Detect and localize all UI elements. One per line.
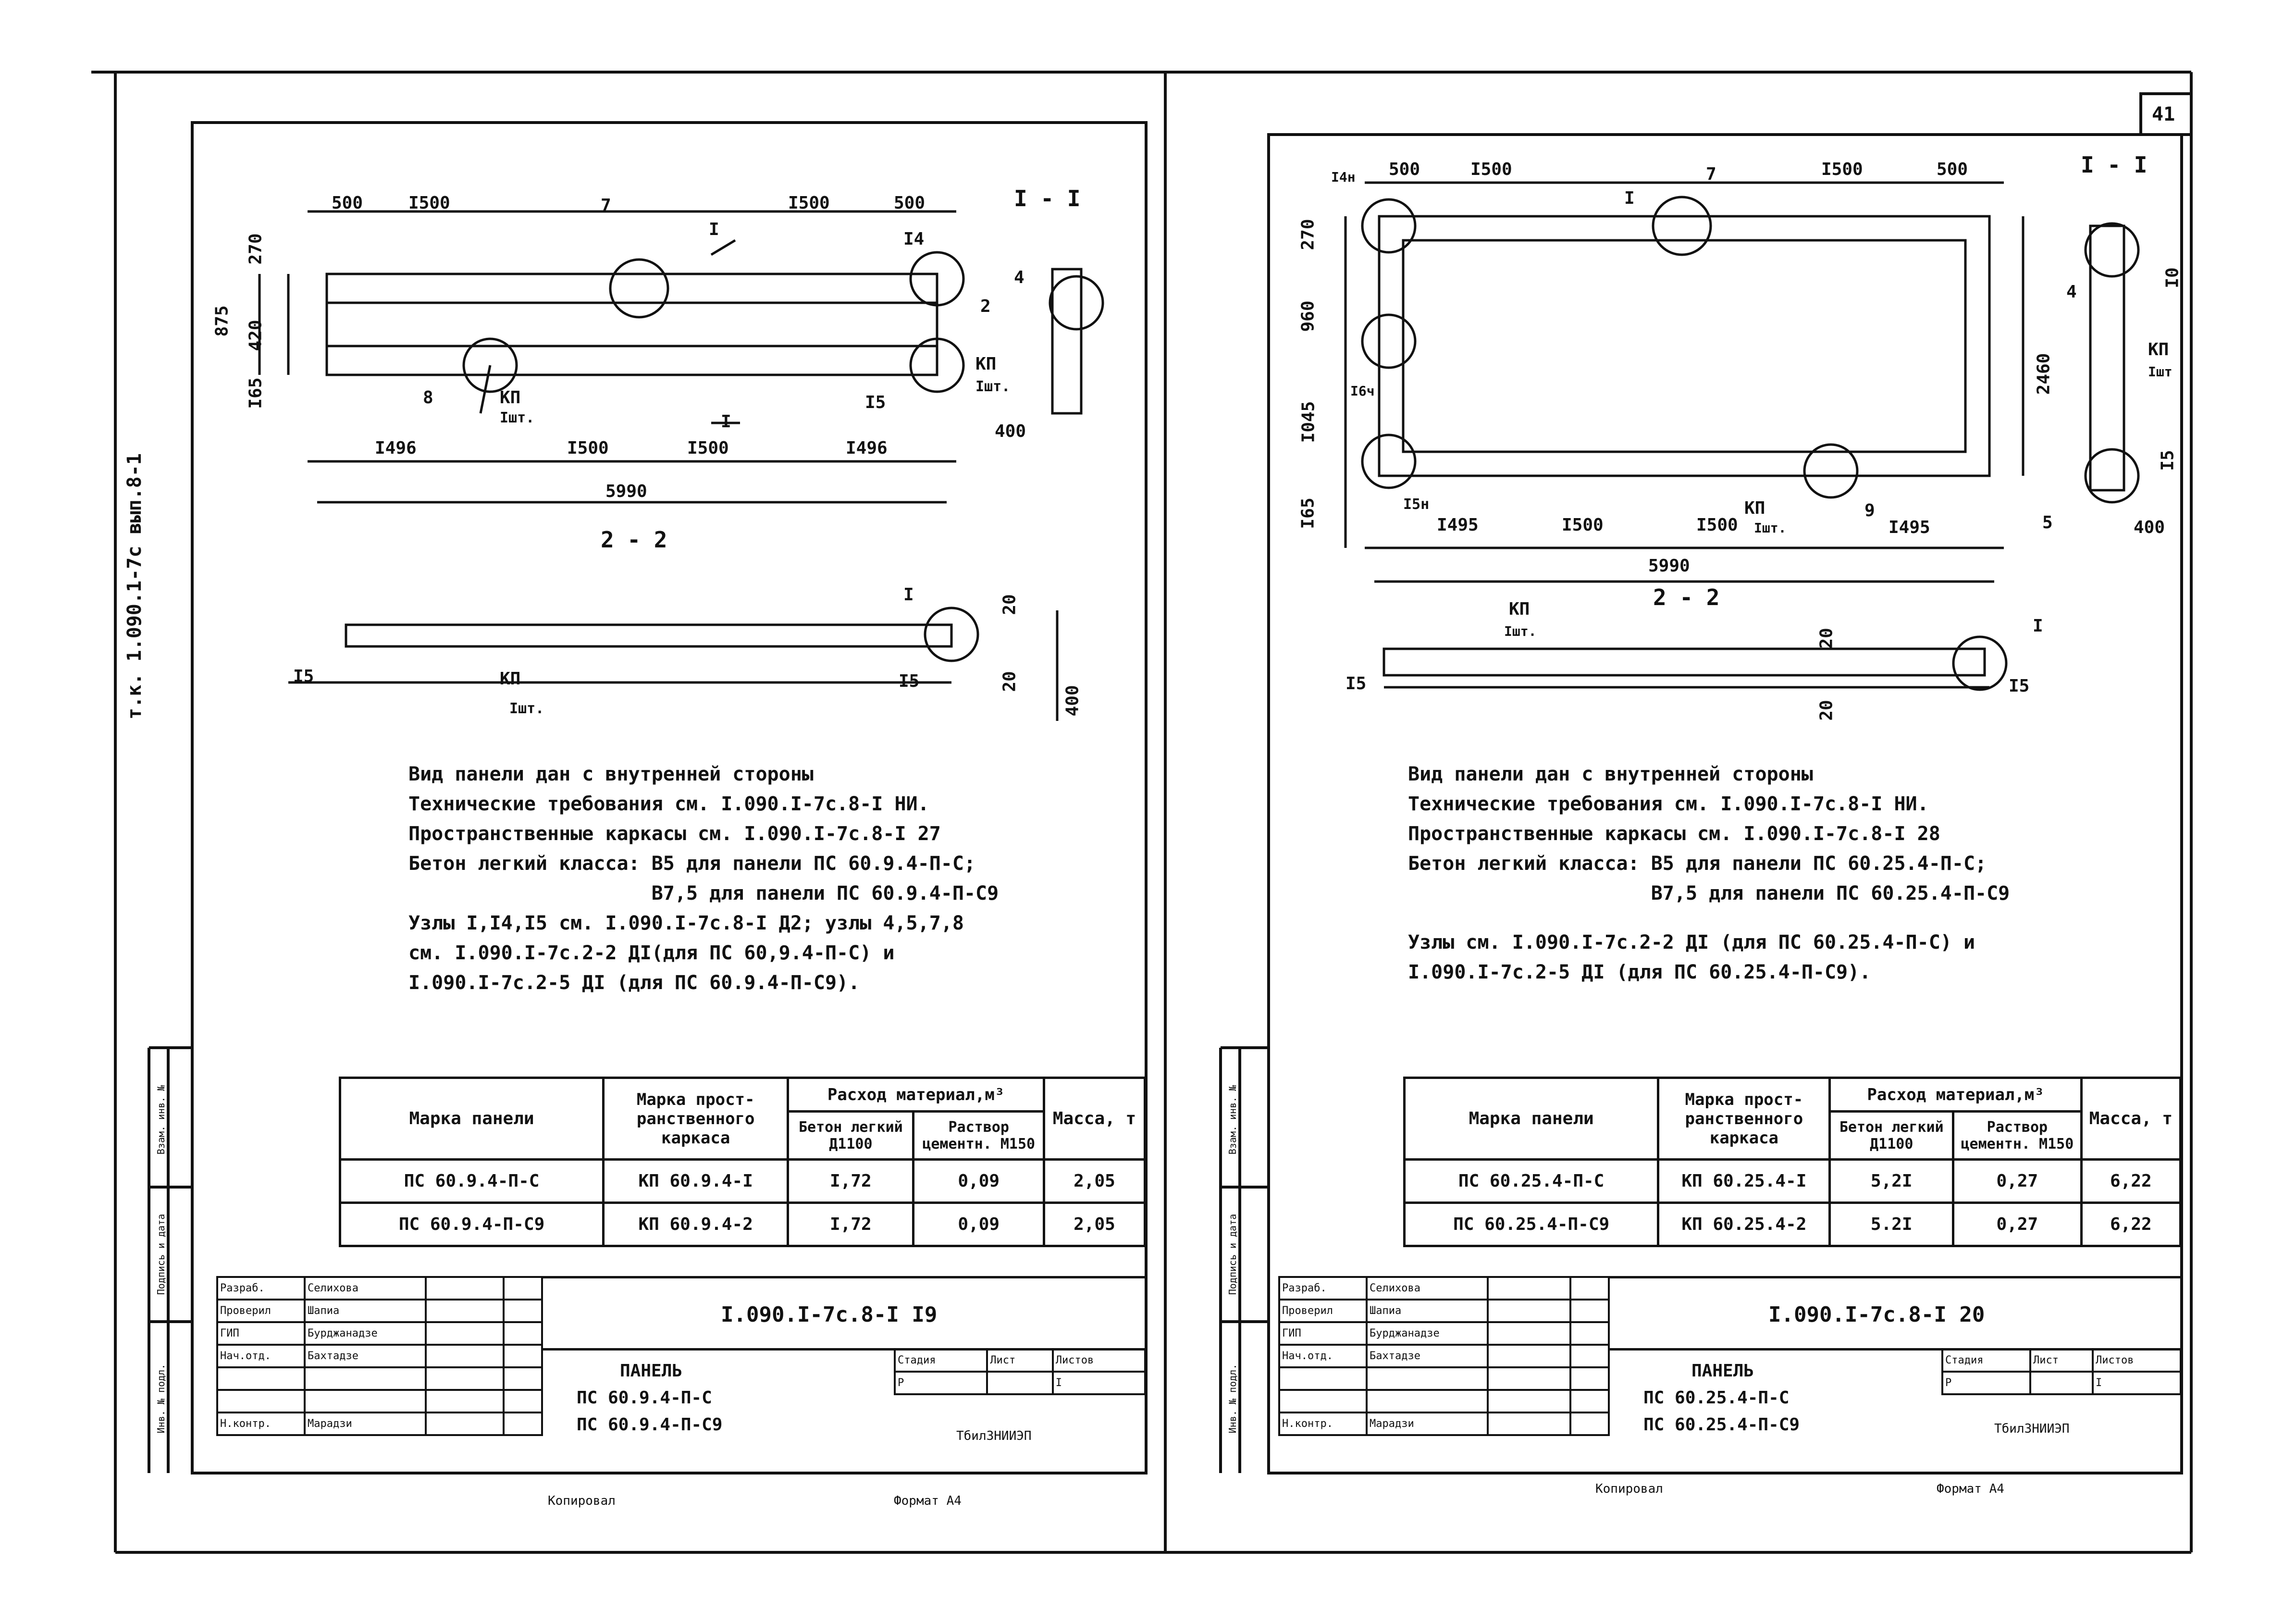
left-stamp-stage bbox=[894, 1348, 1146, 1395]
left-callout-8: 8 bbox=[423, 388, 433, 408]
right-stamp-org: ТбилЗНИИЭП bbox=[1994, 1422, 2070, 1436]
left-row1-mortar: 0,09 bbox=[913, 1160, 1044, 1203]
stamp-role: Нач.отд. bbox=[1279, 1345, 1367, 1367]
left-stamp-org: ТбилЗНИИЭП bbox=[956, 1429, 1032, 1443]
left-callout-7: 7 bbox=[601, 196, 611, 215]
right-section-1-1-label: I - I bbox=[2081, 152, 2148, 178]
left-note-line: Вид панели дан с внутренней стороны bbox=[408, 763, 814, 785]
right-dim-bot-0: I495 bbox=[1437, 515, 1479, 535]
left-stamp-signatures bbox=[216, 1276, 543, 1436]
left-sec22-left: I5 bbox=[293, 667, 314, 686]
left-th-frame: Марка прост-ранственного каркаса bbox=[604, 1078, 788, 1160]
right-height-960: 960 bbox=[1298, 300, 1318, 332]
left-note-line: Узлы I,I4,I5 см. I.090.I-7с.8-I Д2; узлы 4,5,7,8 bbox=[408, 912, 964, 934]
stamp-role: ГИП bbox=[1279, 1322, 1367, 1345]
left-callout-4: 4 bbox=[1014, 268, 1025, 287]
right-note-line: Пространственные каркасы см. I.090.I-7с.8-I 28 bbox=[1408, 823, 1940, 845]
left-height-875: 875 bbox=[212, 305, 232, 337]
right-note-line: Вид панели дан с внутренней стороны bbox=[1408, 763, 1813, 785]
stamp-stage-hdr: Стадия bbox=[1942, 1349, 2030, 1372]
stamp-sheet bbox=[2030, 1372, 2093, 1394]
left-th-mark: Марка панели bbox=[340, 1078, 604, 1160]
right-stamp-stage bbox=[1941, 1348, 2182, 1395]
left-callout-I4: I4 bbox=[903, 229, 925, 249]
left-sec22-callout: I bbox=[903, 585, 914, 605]
right-callout-I5: I5 bbox=[2158, 450, 2178, 471]
left-callout-2: 2 bbox=[980, 297, 991, 316]
left-row2-mortar: 0,09 bbox=[913, 1203, 1044, 1246]
side-label-inv-r: Инв. № подл. bbox=[1227, 1363, 1238, 1434]
right-row2-mortar: 0,27 bbox=[1953, 1203, 2082, 1246]
left-dim-top-2: I500 bbox=[788, 193, 830, 213]
stamp-name: Бурджанадзе bbox=[1367, 1322, 1488, 1345]
left-dim-bot-1: I500 bbox=[567, 438, 609, 458]
right-row2-mark: ПС 60.25.4-П-С9 bbox=[1405, 1203, 1658, 1246]
left-callout-kp: КП bbox=[500, 388, 521, 408]
right-row1-concrete: 5,2I bbox=[1830, 1160, 1953, 1203]
right-dim-bot-1: I500 bbox=[1562, 515, 1604, 535]
left-sec22-400: 400 bbox=[1062, 685, 1083, 717]
right-height-1045: I045 bbox=[1298, 401, 1319, 443]
right-th-consumption: Расход материал,м³ bbox=[1830, 1078, 2081, 1112]
right-note-line: I.090.I-7с.2-5 ДI (для ПС 60.25.4-П-С9). bbox=[1408, 961, 1871, 983]
stamp-sheets: I bbox=[2093, 1372, 2181, 1394]
left-row1-mark: ПС 60.9.4-П-С bbox=[340, 1160, 604, 1203]
left-row2-concrete: I,72 bbox=[788, 1203, 913, 1246]
stamp-role: Разраб. bbox=[217, 1277, 305, 1300]
stamp-sheet-hdr: Лист bbox=[2030, 1349, 2093, 1372]
right-note-line: Технические требования см. I.090.I-7с.8-I НИ. bbox=[1408, 793, 1929, 815]
stamp-sheet bbox=[987, 1372, 1053, 1394]
left-row2-frame: КП 60.9.4-2 bbox=[604, 1203, 788, 1246]
right-height-270: 270 bbox=[1298, 219, 1318, 250]
stamp-name: Шапиа bbox=[1367, 1300, 1488, 1322]
right-table-row bbox=[1405, 1160, 2181, 1203]
stamp-name: Бахтадзе bbox=[1367, 1345, 1488, 1367]
left-spec-table bbox=[339, 1077, 1146, 1247]
left-dim-top-0: 500 bbox=[332, 193, 363, 213]
side-label-replace-r: Взам. инв. № bbox=[1227, 1085, 1238, 1155]
left-sec22-kp-qty: Iшт. bbox=[509, 700, 544, 717]
right-sec22-kp-qty: Iшт. bbox=[1504, 623, 1537, 639]
right-spec-table bbox=[1403, 1077, 2182, 1247]
right-row1-frame: КП 60.25.4-I bbox=[1658, 1160, 1830, 1203]
right-note-line: Узлы см. I.090.I-7с.2-2 ДI (для ПС 60.25.4-П-С) и bbox=[1408, 931, 1975, 954]
right-dim-top-0: 500 bbox=[1389, 160, 1420, 179]
left-footer-copied: Копировал bbox=[548, 1494, 616, 1508]
right-th-concrete: Бетон легкий Д1100 bbox=[1830, 1112, 1953, 1160]
side-label-inv: Инв. № подл. bbox=[155, 1363, 167, 1434]
right-callout-kp-qty: Iшт. bbox=[1754, 520, 1787, 536]
stamp-name: Марадзи bbox=[1367, 1412, 1488, 1435]
right-dim-top-1: I500 bbox=[1470, 160, 1512, 179]
left-note-line: В7,5 для панели ПС 60.9.4-П-С9 bbox=[408, 882, 999, 904]
left-dim-top-3: 500 bbox=[894, 193, 926, 213]
left-note-line: Пространственные каркасы см. I.090.I-7с.8-I 27 bbox=[408, 823, 941, 845]
left-row2-mass: 2,05 bbox=[1044, 1203, 1145, 1246]
stamp-role: Н.контр. bbox=[217, 1412, 305, 1435]
left-callout-I: I bbox=[709, 220, 719, 239]
right-dim-bot-2: I500 bbox=[1696, 515, 1738, 535]
left-notes bbox=[408, 759, 999, 998]
right-callout-I: I bbox=[1624, 188, 1635, 208]
left-dim-bot-3: I496 bbox=[846, 438, 888, 458]
left-sec22-kp: КП bbox=[500, 669, 521, 689]
left-th-mortar: Раствор цементн. М150 bbox=[913, 1112, 1044, 1160]
stamp-title-line: ПАНЕЛЬ bbox=[1691, 1361, 1754, 1381]
left-callout-kp2: КП bbox=[975, 354, 997, 374]
right-sec22-20b: 20 bbox=[1816, 700, 1837, 721]
right-sec22-right: I5 bbox=[2009, 676, 2030, 696]
stamp-role: Н.контр. bbox=[1279, 1412, 1367, 1435]
stamp-name: Селихова bbox=[305, 1277, 426, 1300]
left-section-2-2-label: 2 - 2 bbox=[601, 527, 667, 553]
left-dim-total: 5990 bbox=[605, 482, 647, 501]
right-footer-copied: Копировал bbox=[1595, 1482, 1663, 1496]
left-th-mass: Масса, т bbox=[1044, 1078, 1145, 1160]
left-stamp-title bbox=[577, 1358, 722, 1438]
right-dim-bot-3: I495 bbox=[1889, 518, 1930, 537]
right-callout-kp2-qty: Iшт bbox=[2148, 364, 2173, 380]
left-table-row bbox=[340, 1203, 1145, 1246]
left-row2-mark: ПС 60.9.4-П-С9 bbox=[340, 1203, 604, 1246]
stamp-title-line: ПС 60.9.4-П-С bbox=[577, 1388, 712, 1408]
stamp-title-line: ПС 60.9.4-П-С9 bbox=[577, 1415, 723, 1435]
left-section-1-1-label: I - I bbox=[1014, 186, 1081, 211]
right-row2-frame: КП 60.25.4-2 bbox=[1658, 1203, 1830, 1246]
right-stamp-code: I.090.I-7с.8-I 20 bbox=[1768, 1302, 1985, 1327]
left-sec22-right: I5 bbox=[899, 671, 920, 691]
right-callout-I4n: I4н bbox=[1331, 169, 1356, 185]
right-dim-top-2: I500 bbox=[1821, 160, 1863, 179]
right-callout-kp2: КП bbox=[2148, 340, 2169, 359]
right-sec22-20a: 20 bbox=[1816, 628, 1837, 649]
right-callout-I0: I0 bbox=[2162, 267, 2183, 288]
left-sec22-20b: 20 bbox=[1000, 671, 1020, 692]
right-th-mortar: Раствор цементн. М150 bbox=[1953, 1112, 2082, 1160]
left-callout-kp-qty: Iшт. bbox=[500, 409, 535, 426]
stamp-role: Проверил bbox=[1279, 1300, 1367, 1322]
left-sec22-20a: 20 bbox=[1000, 594, 1020, 615]
left-row1-frame: КП 60.9.4-I bbox=[604, 1160, 788, 1203]
stamp-name: Бурджанадзе bbox=[305, 1322, 426, 1345]
right-callout-I5n: I5н bbox=[1403, 496, 1430, 513]
right-section-2-2-label: 2 - 2 bbox=[1653, 584, 1720, 610]
stamp-role: Разраб. bbox=[1279, 1277, 1367, 1300]
left-th-consumption: Расход материал,м³ bbox=[788, 1078, 1044, 1112]
left-note-line: Бетон легкий класса: В5 для панели ПС 60.9.4-П-С; bbox=[408, 853, 976, 875]
stamp-role: Нач.отд. bbox=[217, 1345, 305, 1367]
stamp-name: Селихова bbox=[1367, 1277, 1488, 1300]
left-th-concrete: Бетон легкий Д1100 bbox=[788, 1112, 913, 1160]
right-height-165: I65 bbox=[1298, 497, 1318, 529]
left-section-2-2 bbox=[288, 608, 1057, 721]
page-number: 41 bbox=[2152, 103, 2175, 125]
right-th-frame: Марка прост-ранственного каркаса bbox=[1658, 1078, 1830, 1160]
right-sec22-left: I5 bbox=[1346, 674, 1367, 694]
side-label-sign: Подпись и дата bbox=[155, 1214, 167, 1295]
stamp-stage: Р bbox=[1942, 1372, 2030, 1394]
right-callout-I6ch: I6ч bbox=[1350, 383, 1375, 399]
right-row2-mass: 6,22 bbox=[2081, 1203, 2180, 1246]
left-callout-I5: I5 bbox=[865, 393, 886, 412]
left-note-line: см. I.090.I-7с.2-2 ДI(для ПС 60,9.4-П-С) и bbox=[408, 942, 895, 964]
right-callout-9: 9 bbox=[1864, 501, 1875, 520]
right-note-line: В7,5 для панели ПС 60.25.4-П-С9 bbox=[1408, 882, 2010, 904]
right-stamp-signatures bbox=[1278, 1276, 1610, 1436]
right-sec22-kp: КП bbox=[1509, 599, 1530, 619]
stamp-sheets: I bbox=[1053, 1372, 1145, 1394]
left-note-line: Технические требования см. I.090.I-7с.8-I НИ. bbox=[408, 793, 929, 815]
stamp-role: Проверил bbox=[217, 1300, 305, 1322]
stamp-name: Марадзи bbox=[305, 1412, 426, 1435]
right-callout-400: 400 bbox=[2134, 518, 2165, 537]
left-dim-bot-0: I496 bbox=[375, 438, 417, 458]
left-callout-kp2-qty: Iшт. bbox=[975, 378, 1011, 395]
stamp-title-line: ПС 60.25.4-П-С9 bbox=[1643, 1415, 1800, 1435]
right-height-2460: 2460 bbox=[2034, 353, 2054, 395]
left-dim-top-1: I500 bbox=[408, 193, 450, 213]
right-dim-total: 5990 bbox=[1648, 556, 1690, 576]
left-dim-bot-2: I500 bbox=[687, 438, 729, 458]
document-code-margin: т.к. 1.090.1-7с вып.8-1 bbox=[123, 453, 146, 719]
right-dim-top-3: 500 bbox=[1937, 160, 1968, 179]
right-th-mass: Масса, т bbox=[2081, 1078, 2180, 1160]
left-footer-format: Формат А4 bbox=[894, 1494, 962, 1508]
right-notes bbox=[1408, 759, 2010, 987]
stamp-stage: Р bbox=[895, 1372, 987, 1394]
left-stamp-code: I.090.I-7с.8-I I9 bbox=[721, 1302, 938, 1327]
left-height-420: 420 bbox=[246, 320, 266, 351]
stamp-sheets-hdr: Листов bbox=[2093, 1349, 2181, 1372]
left-height-270: 270 bbox=[246, 233, 266, 265]
right-callout-4: 4 bbox=[2066, 282, 2077, 302]
right-row1-mortar: 0,27 bbox=[1953, 1160, 2082, 1203]
left-table-row bbox=[340, 1160, 1145, 1203]
right-row1-mark: ПС 60.25.4-П-С bbox=[1405, 1160, 1658, 1203]
stamp-name: Шапиа bbox=[305, 1300, 426, 1322]
right-callout-5: 5 bbox=[2042, 513, 2053, 533]
stamp-stage-hdr: Стадия bbox=[895, 1349, 987, 1372]
left-height-165: I65 bbox=[246, 377, 266, 409]
right-stamp-title bbox=[1643, 1358, 1800, 1438]
right-callout-kp: КП bbox=[1744, 498, 1765, 518]
right-note-line: Бетон легкий класса: В5 для панели ПС 60.25.4-П-С; bbox=[1408, 853, 1987, 875]
right-callout-7: 7 bbox=[1706, 164, 1716, 184]
stamp-title-line: ПС 60.25.4-П-С bbox=[1643, 1388, 1790, 1408]
right-row2-concrete: 5.2I bbox=[1830, 1203, 1953, 1246]
side-label-replace: Взам. инв. № bbox=[155, 1085, 167, 1155]
right-th-mark: Марка панели bbox=[1405, 1078, 1658, 1160]
left-row1-mass: 2,05 bbox=[1044, 1160, 1145, 1203]
stamp-title-line: ПАНЕЛЬ bbox=[620, 1361, 683, 1381]
right-sec22-callout: I bbox=[2033, 616, 2043, 636]
left-callout-400: 400 bbox=[995, 421, 1026, 441]
right-footer-format: Формат А4 bbox=[1937, 1482, 2004, 1496]
stamp-role: ГИП bbox=[217, 1322, 305, 1345]
left-note-line: I.090.I-7с.2-5 ДI (для ПС 60.9.4-П-С9). bbox=[408, 972, 860, 994]
left-row1-concrete: I,72 bbox=[788, 1160, 913, 1203]
stamp-sheets-hdr: Листов bbox=[1053, 1349, 1145, 1372]
left-callout-I-bottom: I bbox=[721, 412, 731, 432]
side-label-sign-r: Подпись и дата bbox=[1227, 1214, 1238, 1295]
right-section-2-2 bbox=[1384, 637, 2006, 690]
right-table-row bbox=[1405, 1203, 2181, 1246]
stamp-sheet-hdr: Лист bbox=[987, 1349, 1053, 1372]
stamp-name: Бахтадзе bbox=[305, 1345, 426, 1367]
right-row1-mass: 6,22 bbox=[2081, 1160, 2180, 1203]
